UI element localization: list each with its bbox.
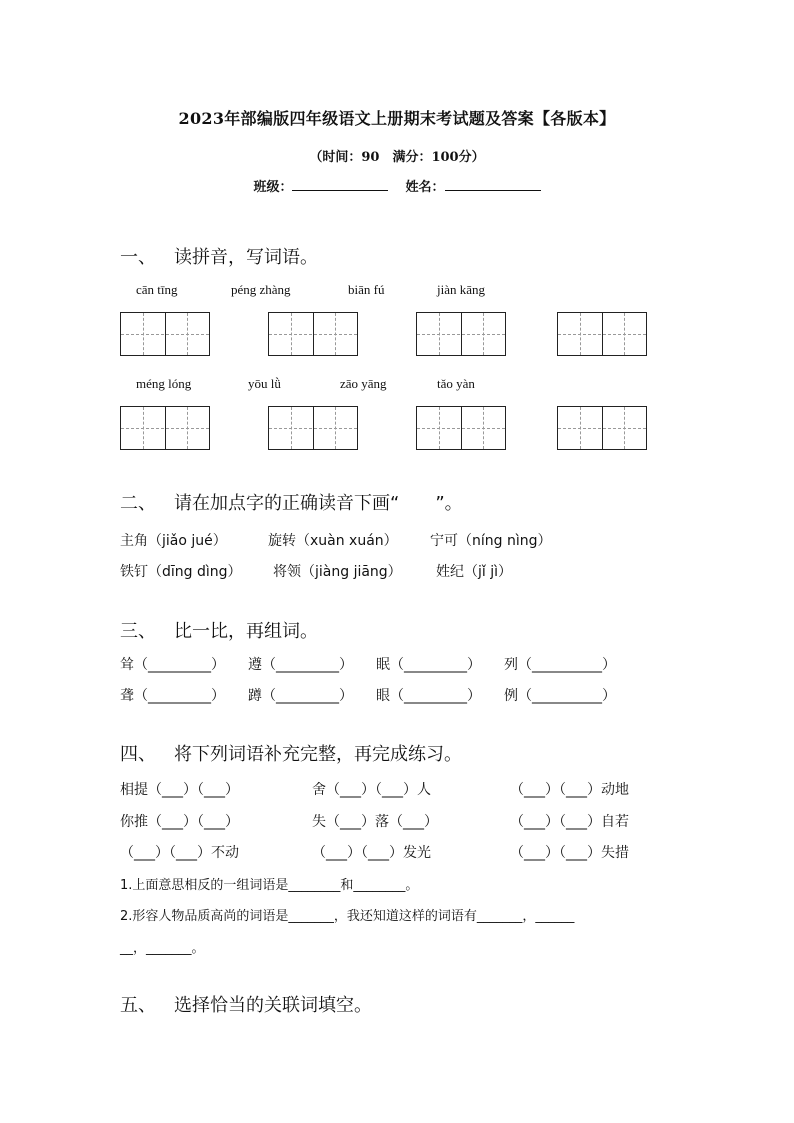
section-number: 一、 — [120, 247, 156, 268]
pinyin-label: cān tīng — [136, 282, 178, 297]
compare-item[interactable]: 列（__________） — [504, 657, 616, 673]
compare-item[interactable]: 眼（_________） — [376, 688, 481, 704]
class-blank[interactable] — [292, 178, 388, 191]
section-title: 读拼音，写词语。 — [174, 247, 318, 268]
section-number: 三、 — [120, 621, 156, 642]
idiom-item[interactable]: （___）（___）失措 — [510, 845, 629, 861]
idiom-item[interactable]: （___）（___）自若 — [510, 814, 629, 830]
idiom-item[interactable]: （___）（___）不动 — [120, 845, 239, 861]
writing-grid[interactable] — [268, 312, 358, 356]
compare-item[interactable]: 聋（_________） — [120, 688, 225, 704]
pinyin-label: méng lóng — [136, 376, 192, 391]
writing-grid[interactable] — [557, 312, 647, 356]
pinyin-label: jiàn kāng — [437, 282, 486, 297]
section-1-heading — [120, 243, 318, 269]
section-title: 将下列词语补充完整，再完成练习。 — [174, 744, 462, 765]
section-2-heading — [120, 489, 463, 515]
pronunciation-item[interactable]: 将领（jiàng jiāng） — [273, 564, 402, 580]
idiom-item[interactable]: （___）（___）动地 — [510, 782, 629, 798]
idiom-item[interactable]: （___）（___）发光 — [312, 845, 431, 861]
student-info — [0, 176, 794, 195]
name-blank[interactable] — [445, 178, 541, 191]
section-3-heading — [120, 617, 318, 643]
pronunciation-item[interactable]: 旋转（xuàn xuán） — [268, 533, 398, 549]
pinyin-label: péng zhàng — [231, 282, 291, 297]
section-title: 选择恰当的关联词填空。 — [174, 995, 372, 1016]
writing-grid[interactable] — [416, 312, 506, 356]
writing-grid[interactable] — [557, 406, 647, 450]
question-2-continued[interactable]: __，_______。 — [120, 941, 205, 956]
compare-item[interactable]: 蹲（_________） — [248, 688, 353, 704]
writing-grid[interactable] — [120, 406, 210, 450]
pinyin-label: yōu lǜ — [248, 376, 281, 391]
section-title: 请在加点字的正确读音下画“ ”。 — [174, 493, 463, 514]
pronunciation-item[interactable]: 宁可（níng nìng） — [430, 533, 552, 549]
compare-item[interactable]: 例（__________） — [504, 688, 616, 704]
idiom-item[interactable]: 相提（___）（___） — [120, 782, 239, 798]
pronunciation-item[interactable]: 主角（jiǎo jué） — [120, 533, 227, 549]
class-label: 班级： — [253, 180, 293, 195]
question-2[interactable]: 2.形容人物品质高尚的词语是_______，我还知道这样的词语有_______，______ — [120, 909, 575, 924]
idiom-item[interactable]: 舍（___）（___）人 — [312, 782, 431, 798]
compare-item[interactable]: 眠（_________） — [376, 657, 481, 673]
section-5-heading — [120, 991, 372, 1017]
writing-grid[interactable] — [416, 406, 506, 450]
section-number: 二、 — [120, 493, 156, 514]
question-1[interactable]: 1.上面意思相反的一组词语是________和________。 — [120, 878, 419, 893]
writing-grid[interactable] — [120, 312, 210, 356]
exam-info: （时间：90 满分：100分） — [309, 150, 485, 165]
section-number: 四、 — [120, 744, 156, 765]
idiom-item[interactable]: 失（___）落（___） — [312, 814, 438, 830]
section-title: 比一比，再组词。 — [174, 621, 318, 642]
compare-item[interactable]: 遵（_________） — [248, 657, 353, 673]
pinyin-label: biān fú — [348, 282, 385, 297]
section-number: 五、 — [120, 995, 156, 1016]
writing-grid[interactable] — [268, 406, 358, 450]
page-title: 2023年部编版四年级语文上册期末考试题及答案【各版本】 — [178, 109, 616, 128]
idiom-item[interactable]: 你推（___）（___） — [120, 814, 239, 830]
section-4-heading — [120, 740, 462, 766]
name-label: 姓名： — [405, 180, 445, 195]
pronunciation-item[interactable]: 姓纪（jǐ jì） — [436, 564, 513, 580]
compare-item[interactable]: 耸（_________） — [120, 657, 225, 673]
pinyin-label: tǎo yàn — [437, 376, 475, 391]
pinyin-label: zāo yāng — [340, 376, 387, 391]
pronunciation-item[interactable]: 铁钉（dīng dìng） — [120, 564, 242, 580]
